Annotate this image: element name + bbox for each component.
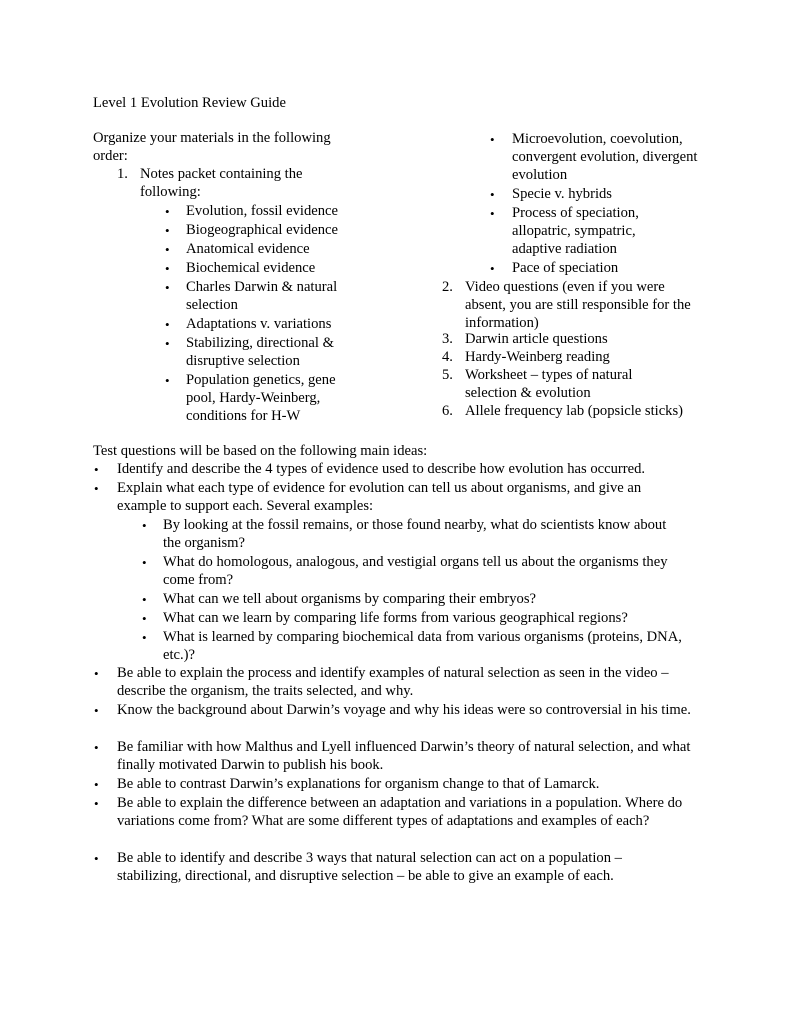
- main-idea-item: Be able to explain the process and identify examples of natural selection as seen in the video – describe the organism, the traits selected, and why.: [117, 665, 669, 699]
- bullet-icon: •: [165, 223, 170, 238]
- intro-text: Organize your materials in the following order:: [93, 130, 331, 164]
- bullet-icon: •: [142, 611, 147, 626]
- example-item: By looking at the fossil remains, or those found nearby, what do scientists know about the organism?: [163, 517, 667, 551]
- main-idea-item: Be able to identify and describe 3 ways that natural selection can act on a population – stabilizing, directional, and disruptive selection – be able to give an example of each.: [117, 850, 622, 884]
- bullet-icon: •: [165, 242, 170, 257]
- list-item-text: Worksheet – types of natural selection & evolution: [465, 367, 633, 401]
- bullet-icon: •: [142, 555, 147, 570]
- list-item: Pace of speciation: [512, 260, 619, 276]
- list-item: Adaptations v. variations: [186, 316, 332, 332]
- main-idea-item: Know the background about Darwin’s voyage and why his ideas were so controversial in his time.: [117, 702, 691, 718]
- bullet-icon: •: [165, 261, 170, 276]
- list-number: 4.: [442, 349, 453, 365]
- list-item-text: Allele frequency lab (popsicle sticks): [465, 403, 684, 419]
- list-number: 5.: [442, 367, 453, 383]
- main-idea-item: Be able to contrast Darwin’s explanations for organism change to that of Lamarck.: [117, 776, 600, 792]
- list-item-text: Notes packet containing the following:: [140, 166, 303, 200]
- example-item: What can we tell about organisms by comparing their embryos?: [163, 591, 536, 607]
- bullet-icon: •: [94, 740, 99, 755]
- bullet-icon: •: [165, 373, 170, 388]
- list-item: Biochemical evidence: [186, 260, 316, 276]
- list-item-text: Video questions (even if you were absent, you are still responsible for the information): [465, 279, 691, 331]
- list-item: Population genetics, gene pool, Hardy-Weinberg, conditions for H-W: [186, 372, 336, 424]
- bullet-icon: •: [94, 851, 99, 866]
- list-item-text: Darwin article questions: [465, 331, 608, 347]
- bullet-icon: •: [165, 204, 170, 219]
- list-item: Biogeographical evidence: [186, 222, 338, 238]
- bullet-icon: •: [142, 592, 147, 607]
- list-number: 1.: [117, 166, 128, 182]
- main-idea-item: Be familiar with how Malthus and Lyell influenced Darwin’s theory of natural selection, and what finally motivated Darwin to publish his book.: [117, 739, 691, 773]
- main-idea-item: Explain what each type of evidence for evolution can tell us about organisms, and give an example to support each. Several examples:: [117, 480, 642, 514]
- bullet-icon: •: [94, 666, 99, 681]
- bullet-icon: •: [94, 777, 99, 792]
- bullet-icon: •: [490, 187, 495, 202]
- main-idea-item: Identify and describe the 4 types of evidence used to describe how evolution has occurred.: [117, 461, 646, 477]
- list-item: Evolution, fossil evidence: [186, 203, 338, 219]
- document-title: Level 1 Evolution Review Guide: [93, 95, 286, 111]
- bullet-icon: •: [165, 280, 170, 295]
- list-item: Anatomical evidence: [186, 241, 310, 257]
- example-item: What is learned by comparing biochemical data from various organisms (proteins, DNA, etc.)?: [163, 629, 682, 663]
- bullet-icon: •: [165, 336, 170, 351]
- list-number: 2.: [442, 279, 453, 295]
- main-idea-item: Be able to explain the difference between an adaptation and variations in a population. Where do variations come from? What are some different types of adaptations and examples of each?: [117, 795, 683, 829]
- example-item: What can we learn by comparing life forms from various geographical regions?: [163, 610, 628, 626]
- bullet-icon: •: [490, 206, 495, 221]
- list-item: Microevolution, coevolution, convergent evolution, divergent evolution: [512, 131, 698, 183]
- list-item: Process of speciation, allopatric, sympatric, adaptive radiation: [512, 205, 639, 257]
- section-intro: Test questions will be based on the following main ideas:: [93, 443, 428, 459]
- list-item: Charles Darwin & natural selection: [186, 279, 338, 313]
- bullet-icon: •: [165, 317, 170, 332]
- bullet-icon: •: [142, 630, 147, 645]
- list-item: Specie v. hybrids: [512, 186, 612, 202]
- bullet-icon: •: [94, 796, 99, 811]
- bullet-icon: •: [94, 462, 99, 477]
- list-item: Stabilizing, directional & disruptive selection: [186, 335, 334, 369]
- list-number: 3.: [442, 331, 453, 347]
- list-number: 6.: [442, 403, 453, 419]
- bullet-icon: •: [94, 703, 99, 718]
- bullet-icon: •: [490, 261, 495, 276]
- bullet-icon: •: [490, 132, 495, 147]
- bullet-icon: •: [142, 518, 147, 533]
- bullet-icon: •: [94, 481, 99, 496]
- list-item-text: Hardy-Weinberg reading: [465, 349, 610, 365]
- example-item: What do homologous, analogous, and vestigial organs tell us about the organisms they come from?: [163, 554, 668, 588]
